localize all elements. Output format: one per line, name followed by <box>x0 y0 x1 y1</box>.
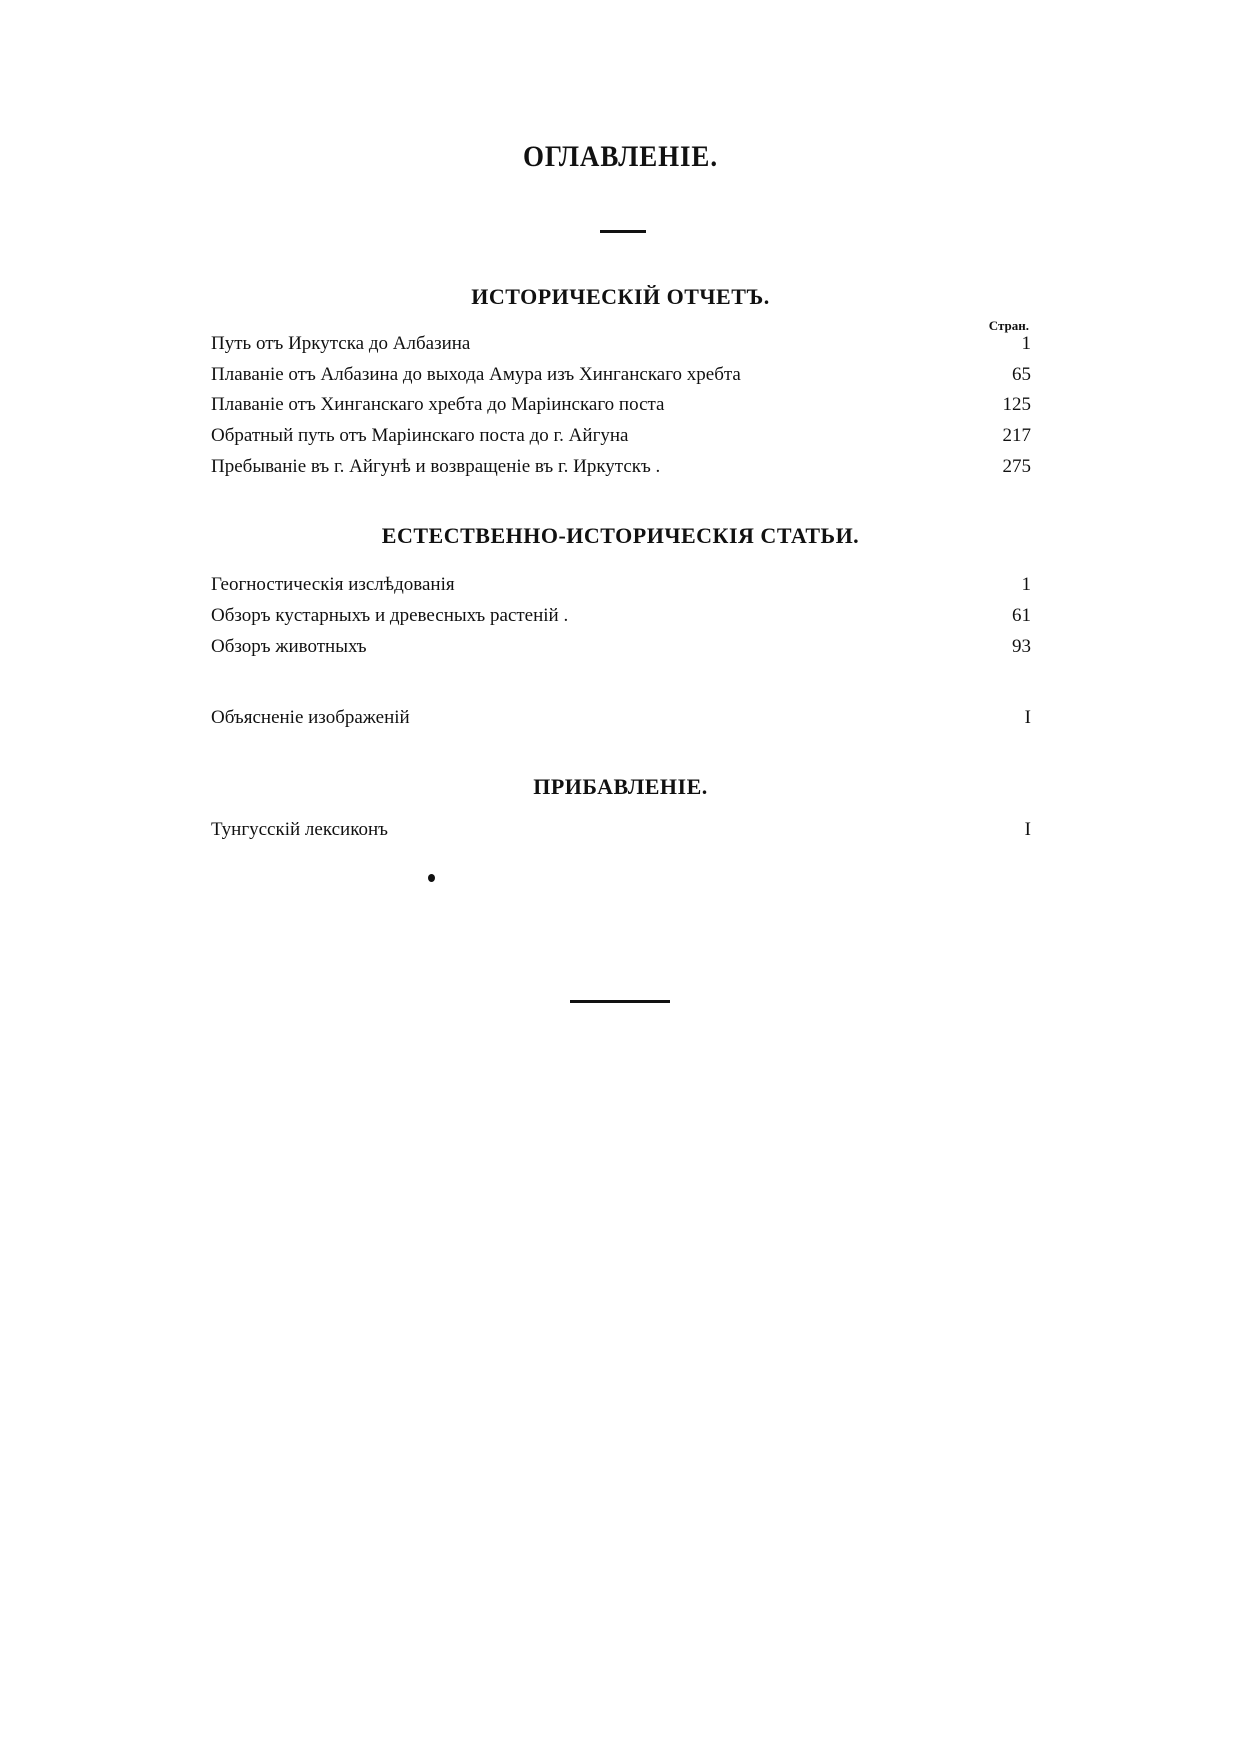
toc-entry[interactable] <box>211 362 1031 388</box>
toc-entry-title: Обзоръ животныхъ <box>211 636 367 657</box>
toc-entry[interactable] <box>211 603 1031 629</box>
toc-entry-title: Обзоръ кустарныхъ и древесныхъ растенiй . <box>211 605 569 626</box>
toc-entry[interactable] <box>211 392 1031 418</box>
toc-entry-title: Плаванiе отъ Албазина до выхода Амура изъ Хинганскаго хребта <box>211 364 741 385</box>
toc-entry-page: 1 <box>1021 333 1031 354</box>
page-column-label: Стран. <box>988 318 1029 333</box>
toc-entry-title: Плаванiе отъ Хинганскаго хребта до Марiинскаго поста <box>211 394 665 415</box>
section-heading-historical: ИСТОРИЧЕСКIЙ ОТЧЕТЪ. <box>471 284 770 309</box>
toc-entry[interactable] <box>211 331 1031 357</box>
ink-dot <box>428 874 435 882</box>
toc-entry-title: Геогностическiя изслѣдованiя <box>211 574 455 595</box>
toc-entry[interactable] <box>211 817 1031 843</box>
toc-entry-title: Обратный путь отъ Марiинскаго поста до г. Айгуна <box>211 425 629 446</box>
title-divider <box>600 230 646 233</box>
toc-entry-title: Тунгусскiй лексиконъ <box>211 819 388 840</box>
section-heading-natural-history: ЕСТЕСТВЕННО-ИСТОРИЧЕСКIЯ СТАТЬИ. <box>381 523 860 548</box>
toc-entry[interactable] <box>211 634 1031 660</box>
toc-entry[interactable] <box>211 423 1031 449</box>
toc-entry-page: 1 <box>1021 574 1031 595</box>
page-title: ОГЛАВЛЕНIЕ. <box>522 140 718 173</box>
toc-entry-page: I <box>1024 707 1031 728</box>
toc-entry-page: I <box>1024 819 1031 840</box>
toc-entry[interactable] <box>211 705 1031 731</box>
toc-entry-title: Пребыванiе въ г. Айгунѣ и возвращенiе въ г. Иркутскъ . <box>211 456 661 477</box>
toc-entry-page: 93 <box>1012 636 1031 657</box>
section-heading-appendix: ПРИБАВЛЕНIЕ. <box>533 774 708 799</box>
toc-entry[interactable] <box>211 572 1031 598</box>
toc-entry-page: 275 <box>1002 456 1031 477</box>
closing-divider <box>570 1000 670 1003</box>
toc-entry-page: 61 <box>1012 605 1031 626</box>
toc-entry-title: Объясненiе изображенiй <box>211 707 410 728</box>
toc-entry-page: 217 <box>1002 425 1031 446</box>
toc-entry-title: Путь отъ Иркутска до Албазина <box>211 333 471 354</box>
toc-entry[interactable] <box>211 454 1031 480</box>
toc-entry-page: 125 <box>1002 394 1031 415</box>
toc-entry-page: 65 <box>1012 364 1031 385</box>
